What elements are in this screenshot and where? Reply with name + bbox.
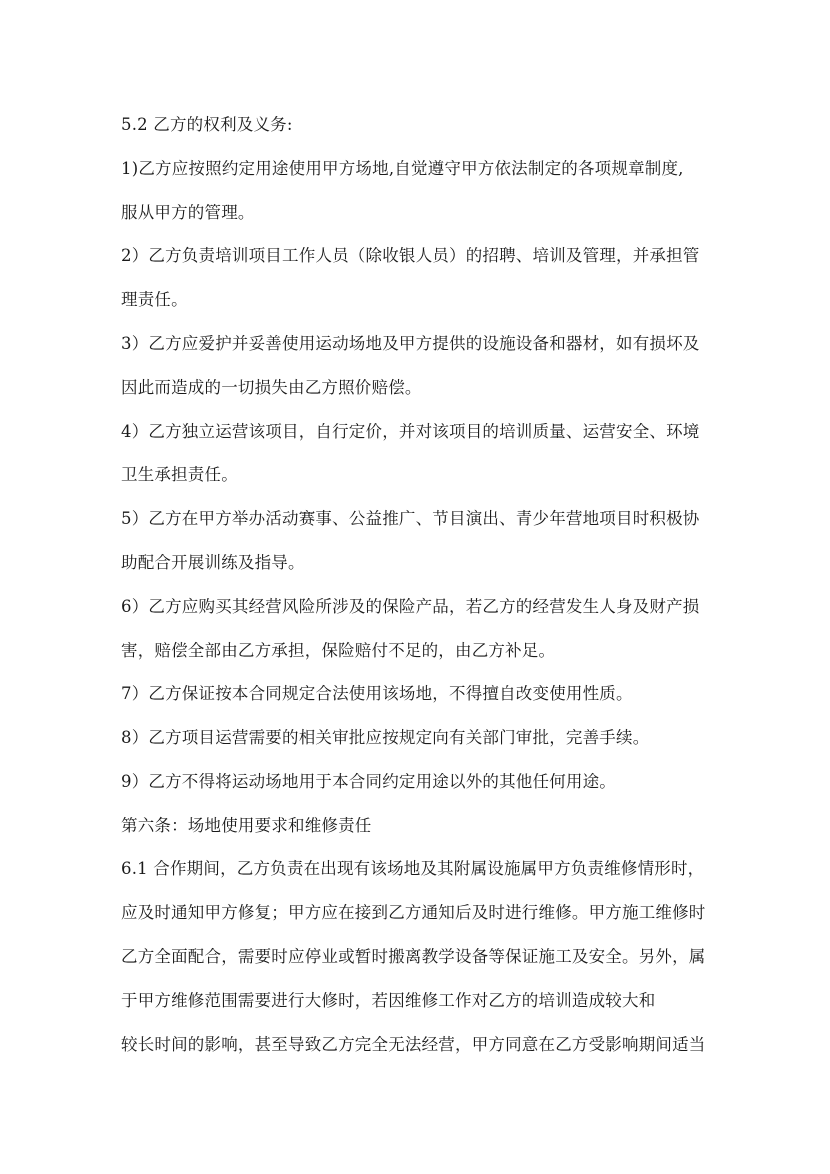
paragraph-line: 4）乙方独立运营该项目，自行定价，并对该项目的培训质量、运营安全、环境 [121,422,700,441]
paragraph-line: 害，赔偿全部由乙方承担，保险赔付不足的，由乙方补足。 [121,641,556,660]
section-heading: 5.2 乙方的权利及义务: [121,115,293,134]
paragraph-line: 5）乙方在甲方举办活动赛事、公益推广、节目演出、青少年营地项目时积极协 [121,509,700,528]
paragraph-line: 1)乙方应按照约定用途使用甲方场地,自觉遵守甲方依法制定的各项规章制度, [121,159,684,178]
paragraph-line: 6）乙方应购买其经营风险所涉及的保险产品，若乙方的经营发生人身及财产损 [121,597,700,616]
article-heading: 第六条：场地使用要求和维修责任 [121,816,372,835]
paragraph-line: 因此而造成的一切损失由乙方照价赔偿。 [121,378,422,397]
paragraph-line: 服从甲方的管理。 [121,203,255,222]
paragraph-line: 于甲方维修范围需要进行大修时，若因维修工作对乙方的培训造成较大和 [121,991,656,1010]
paragraph-line: 9）乙方不得将运动场地用于本合同约定用途以外的其他任何用途。 [121,772,616,791]
paragraph-line: 3）乙方应爱护并妥善使用运动场地及甲方提供的设施设备和器材，如有损坏及 [121,334,700,353]
paragraph-line: 2）乙方负责培训项目工作人员（除收银人员）的招聘、培训及管理，并承担管 [121,246,700,265]
paragraph-line: 应及时通知甲方修复；甲方应在接到乙方通知后及时进行维修。甲方施工维修时 [121,903,706,922]
paragraph-line: 较长时间的影响，甚至导致乙方完全无法经营，甲方同意在乙方受影响期间适当 [121,1035,706,1054]
paragraph-line: 卫生承担责任。 [121,465,238,484]
paragraph-line: 8）乙方项目运营需要的相关审批应按规定向有关部门审批，完善手续。 [121,728,650,747]
paragraph-line: 7）乙方保证按本合同规定合法使用该场地，不得擅自改变使用性质。 [121,684,633,703]
paragraph-line: 乙方全面配合，需要时应停业或暂时搬离教学设备等保证施工及安全。另外，属 [121,947,706,966]
paragraph-line: 理责任。 [121,290,188,309]
paragraph-line: 6.1 合作期间，乙方负责在出现有该场地及其附属设施属甲方负责维修情形时， [121,859,705,878]
paragraph-line: 助配合开展训练及指导。 [121,553,305,572]
